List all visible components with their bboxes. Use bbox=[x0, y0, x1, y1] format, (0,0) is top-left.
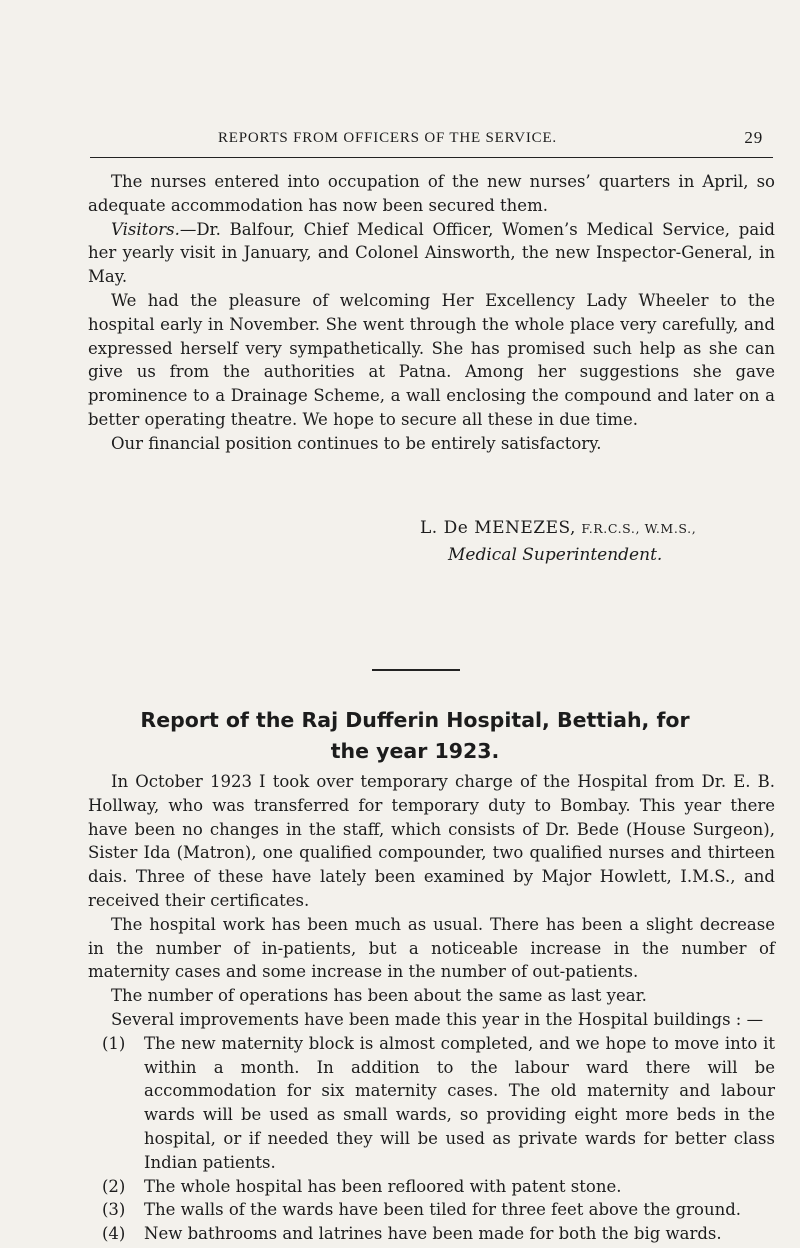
page-number: 29 bbox=[744, 128, 763, 147]
signature-name: L. De MENEZES, bbox=[420, 518, 576, 538]
signature-block bbox=[420, 515, 760, 569]
list-item bbox=[88, 1032, 775, 1175]
report-heading-line1: Report of the Raj Dufferin Hospital, Bettiah, for bbox=[140, 708, 690, 732]
visitors-lead: Visitors. bbox=[111, 219, 180, 239]
running-title: REPORTS FROM OFFICERS OF THE SERVICE. bbox=[218, 130, 557, 146]
paragraph-visitors bbox=[88, 218, 775, 289]
top-section bbox=[88, 170, 775, 456]
paragraph-improvements: Several improvements have been made this year in the Hospital buildings : — bbox=[111, 1009, 764, 1029]
list-item-number: (2) bbox=[102, 1176, 126, 1196]
signature-credentials: F.R.C.S., W.M.S., bbox=[581, 521, 697, 536]
header-rule bbox=[90, 157, 773, 158]
section-divider bbox=[372, 669, 460, 671]
list-item-number: (1) bbox=[102, 1033, 126, 1053]
list-item-number: (3) bbox=[102, 1200, 126, 1220]
report-heading-line2: the year 1923. bbox=[330, 739, 500, 763]
list-item-text: New bathrooms and latrines have been made for both the big wards. bbox=[144, 1224, 722, 1244]
paragraph-hospital-work: The hospital work has been much as usual. There has been a slight decrease in the number of in-patients, but a noticeable increase in the number of maternity cases and some increase in the number of out-patients. bbox=[88, 914, 775, 982]
report-heading bbox=[110, 705, 720, 767]
list-item-text: The new maternity block is almost completed, and we hope to move into it within a month. In addition to the labour ward there will be accommodation for six maternity cases. The old maternity and labour wards will be used as small wards, so providing eight more beds in the hospital, or if needed they will be used as private wards for better class Indian patients. bbox=[144, 1033, 775, 1172]
report-body bbox=[88, 770, 775, 1246]
list-item bbox=[88, 1198, 775, 1222]
paragraph-financial-position: Our financial position continues to be entirely satisfactory. bbox=[111, 433, 602, 453]
visitors-text: —Dr. Balfour, Chief Medical Officer, Women’s Medical Service, paid her yearly visit in January, and Colonel Ainsworth, the new Inspector-General, in May. bbox=[88, 219, 775, 287]
paragraph-lady-wheeler: We had the pleasure of welcoming Her Excellency Lady Wheeler to the hospital early in November. She went through the whole place very carefully, and expressed herself very sympathetically. She has promised such help as she can give us from the authorities at Patna. Among her suggestions she gave prominence to a Drainage Scheme, a wall enclosing the compound and later on a better operating theatre. We hope to secure all these in due time. bbox=[88, 290, 775, 429]
paragraph-nurses-quarters: The nurses entered into occupation of the new nurses’ quarters in April, so adequate accommodation has now been secured them. bbox=[88, 172, 775, 215]
list-item-text: The walls of the wards have been tiled for three feet above the ground. bbox=[144, 1200, 742, 1220]
paragraph-operations: The number of operations has been about the same as last year. bbox=[111, 986, 647, 1006]
signature-name-line bbox=[420, 515, 760, 542]
signature-title: Medical Superintendent. bbox=[448, 545, 663, 565]
list-item-number: (4) bbox=[102, 1224, 126, 1244]
list-item-text: The whole hospital has been refloored with patent stone. bbox=[144, 1176, 622, 1196]
list-item bbox=[88, 1222, 775, 1246]
paragraph-temporary-charge: In October 1923 I took over temporary charge of the Hospital from Dr. E. B. Hollway, who was transferred for temporary duty to Bombay. This year there have been no changes in the staff, which consists of Dr. Bede (House Surgeon), Sister Ida (Matron), one qualified compounder, two qualified nurses and thirteen dais. Three of these have lately been examined by Major Howlett, I.M.S., and received their certificates. bbox=[88, 772, 775, 910]
list-item bbox=[88, 1175, 775, 1199]
